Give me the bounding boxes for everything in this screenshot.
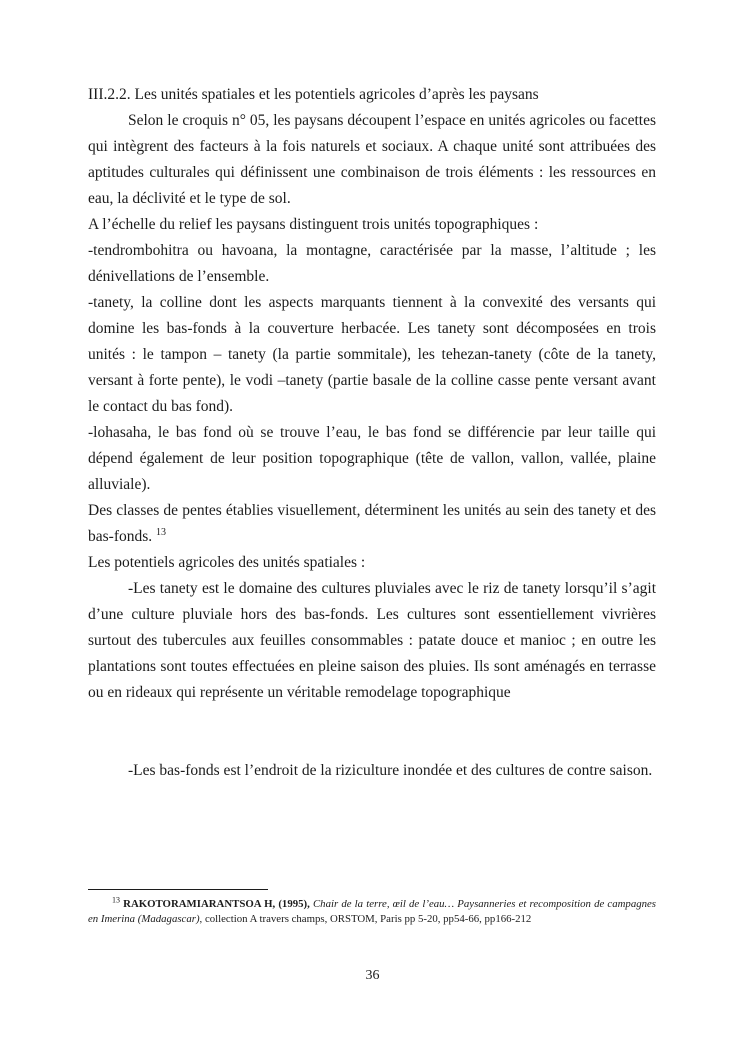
- paragraph: -lohasaha, le bas fond où se trouve l’eau, le bas fond se différencie par leur taille qui dépend également de leur position topographique (tête de vallon, vallon, vallée, plaine alluviale).: [88, 424, 656, 493]
- paragraph: A l’échelle du relief les paysans distinguent trois unités topographiques :: [88, 216, 539, 233]
- footnote: [88, 889, 656, 927]
- footnote-publication: , collection A travers champs, ORSTOM, Paris pp 5-20, pp54-66, pp166-212: [199, 913, 532, 925]
- footnote-separator: [88, 889, 268, 890]
- paragraph: -Les tanety est le domaine des cultures pluviales avec le riz de tanety lorsqu’il s’agit d’une culture pluviale hors des bas-fonds. Les cultures sont essentiellement vivrières surtout des tubercules aux feuilles consommables : patate douce et manioc ; en outre les plantations sont toutes effectuées en pleine saison des pluies. Ils sont aménagés en terrasse ou en rideaux qui représente un véritable remodelage topographique: [88, 580, 656, 701]
- footnote-title: Chair de la terre, œil de l’eau… Paysanneries et recomposition de campagnes en Imerina (Madagascar): [88, 898, 657, 925]
- paragraph: -tanety, la colline dont les aspects marquants tiennent à la convexité des versants qui domine les bas-fonds à la couverture herbacée. Les tanety sont décomposées en trois unités : le tampon – tanety (la partie sommitale), les tehezan-tanety (côte de la tanety, versant à forte pente), le vodi –tanety (partie basale de la colline casse pente versant avant le contact du bas fond).: [88, 294, 656, 415]
- footnote-reference: 13: [156, 526, 167, 538]
- footnote-text: [88, 897, 656, 927]
- paragraph: -Les bas-fonds est l’endroit de la riziculture inondée et des cultures de contre saison.: [128, 762, 653, 779]
- paragraph: Les potentiels agricoles des unités spatiales :: [88, 554, 366, 571]
- page-number: 36: [365, 968, 380, 983]
- paragraph-text: Des classes de pentes établies visuellement, déterminent les unités au sein des tanety et des bas-fonds.: [88, 502, 656, 545]
- paragraph: -tendrombohitra ou havoana, la montagne, caractérisée par la masse, l’altitude ; les dénivellations de l’ensemble.: [88, 242, 656, 285]
- text-block: [88, 82, 656, 784]
- footnote-marker: 13: [112, 895, 120, 905]
- section-heading: III.2.2. Les unités spatiales et les potentiels agricoles d’après les paysans: [88, 86, 539, 103]
- footnote-author: RAKOTORAMIARANTSOA H, (1995),: [123, 898, 310, 910]
- paragraph: Selon le croquis n° 05, les paysans découpent l’espace en unités agricoles ou facettes qui intègrent des facteurs à la fois naturels et sociaux. A chaque unité sont attribuées des aptitudes culturales qui définissent une combinaison de trois éléments : les ressources en eau, la déclivité et le type de sol.: [88, 112, 656, 207]
- paragraph: [88, 498, 656, 550]
